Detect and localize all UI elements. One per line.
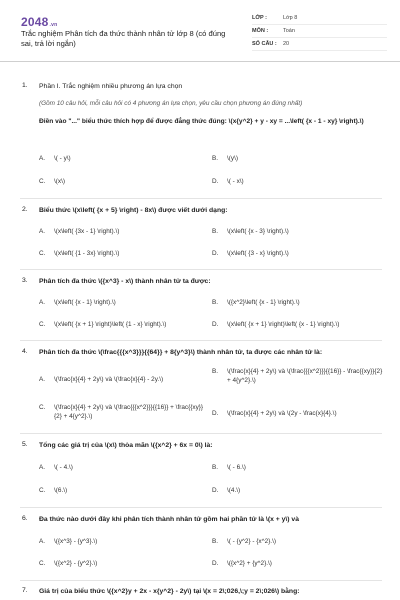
meta-row-subject: MÔN : Toán (252, 25, 387, 38)
q1-option-c[interactable]: C. \(x\) (39, 178, 66, 185)
divider (20, 340, 382, 341)
q2-option-b[interactable]: B. \(x\left( {x - 3} \right).\) (212, 228, 289, 235)
divider (20, 198, 382, 199)
q6-option-d[interactable]: D. \({x^2} + {y^2}.\) (212, 560, 272, 567)
divider (20, 433, 382, 434)
divider (20, 269, 382, 270)
q2-option-a[interactable]: A. \(x\left( {3x - 1} \right).\) (39, 228, 120, 235)
q4-option-a[interactable]: A. \(\frac{x}{4} + 2y\) và \(\frac{x}{4} - 2y.\) (39, 376, 164, 383)
question-5-heading: 5. Tổng các giá trị của \(x\) thỏa mãn \({x^2} + 6x = 0\) là: (22, 441, 213, 449)
site-logo[interactable]: 2048.vn (21, 15, 58, 29)
section-note: (Gồm 10 câu hỏi, mỗi câu hỏi có 4 phương án lựa chọn, yêu cầu chọn phương án đúng nhất) (39, 100, 303, 107)
question-4-heading: 4. Phân tích đa thức \(\frac{{{x^3}}}{{64}} + 8{y^3}\) thành nhân tử, ta được các nhân tử là: (22, 348, 323, 356)
question-2-heading: 2. Biểu thức \(x\left( {x + 5} \right) - 8x\) được viết dưới dạng: (22, 206, 228, 214)
q5-option-d[interactable]: D. \(4.\) (212, 487, 241, 494)
q5-option-c[interactable]: C. \(6.\) (39, 487, 68, 494)
q3-option-c[interactable]: C. \(x\left( {x + 1} \right)\left( {1 - x} \right).\) (39, 321, 167, 328)
q1-option-d[interactable]: D. \( - x\) (212, 178, 244, 185)
divider (20, 507, 382, 508)
header (0, 0, 400, 62)
document-title: Trắc nghiệm Phân tích đa thức thành nhân tử lớp 8 (có đúng sai, trả lời ngắn) (21, 29, 226, 48)
meta-table (252, 12, 387, 51)
question-6-heading: 6. Đa thức nào dưới đây khi phân tích thành nhân tử gồm hai phần tử là \(x + y\) và (22, 515, 299, 523)
meta-row-count: SỐ CÂU : 20 (252, 38, 387, 51)
q4-option-b[interactable]: B. \(\frac{x}{4} + 2y\) và \(\frac{{{x^2}}}{{16}} - \frac{{xy}}{2} + 4{y^2}.\) (212, 368, 383, 384)
meta-row-class: LỚP : Lớp 8 (252, 12, 387, 25)
q5-option-a[interactable]: A. \( - 4.\) (39, 464, 73, 471)
q6-option-a[interactable]: A. \({x^3} - {y^3}.\) (39, 538, 98, 545)
q6-option-c[interactable]: C. \({x^2} - {y^2}.\) (39, 560, 98, 567)
q2-option-d[interactable]: D. \(x\left( {3 - x} \right).\) (212, 250, 289, 257)
q6-option-b[interactable]: B. \( - {y^2} - {x^2}.\) (212, 538, 276, 545)
divider (20, 580, 382, 581)
q3-option-a[interactable]: A. \(x\left( {x - 1} \right).\) (39, 299, 116, 306)
q4-option-d[interactable]: D. \(\frac{x}{4} + 2y\) và \(2y - \frac{x}{4}.\) (212, 410, 337, 417)
q1-option-b[interactable]: B. \(y\) (212, 155, 239, 162)
q5-option-b[interactable]: B. \( - 6.\) (212, 464, 246, 471)
question-7-heading: 7. Giá trị của biểu thức \({x^2}y + 2x - x{y^2} - 2y\) tại \(x = 2\;026,\;y = 2\;026\) bằng: (22, 587, 300, 595)
question-1-heading: 1. Phần I. Trắc nghiệm nhiều phương án lựa chọn (22, 82, 382, 91)
q3-option-b[interactable]: B. \({x^2}\left( {x - 1} \right).\) (212, 299, 300, 306)
q1-option-a[interactable]: A. \( - y\) (39, 155, 71, 162)
q3-option-d[interactable]: D. \(x\left( {x + 1} \right)\left( {x - 1} \right).\) (212, 321, 340, 328)
q4-option-c[interactable]: C. \(\frac{x}{4} + 2y\) và \(\frac{{{x^2}}}{{16}} + \frac{{xy}}{2} + 4{y^2}.\) (39, 404, 204, 420)
question-3-heading: 3. Phân tích đa thức \({x^3} - x\) thành nhân tử ta được: (22, 277, 211, 285)
q2-option-c[interactable]: C. \(x\left( {1 - 3x} \right).\) (39, 250, 120, 257)
section-title: Phần I. Trắc nghiệm nhiều phương án lựa chọn (39, 83, 183, 90)
question-1-text: Điền vào "..." biểu thức thích hợp để được đẳng thức đúng: \(x{y^2} + y - xy = ...\left( {x - 1 - xy} \right).\) (39, 118, 364, 125)
